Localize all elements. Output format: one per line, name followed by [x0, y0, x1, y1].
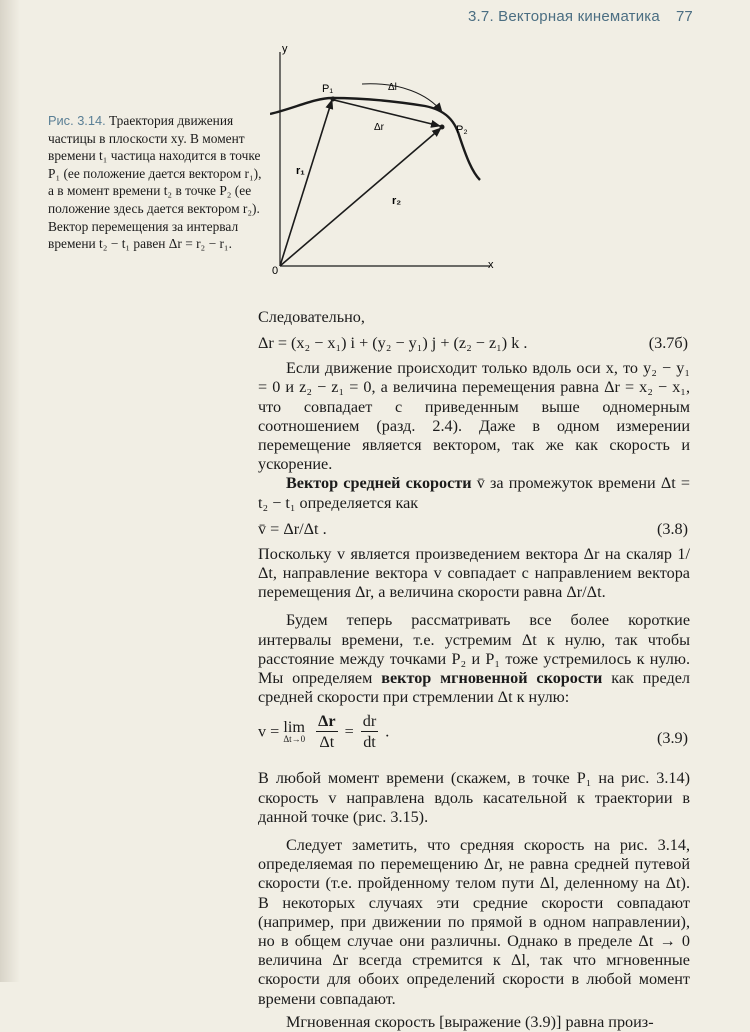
equation-3-7b-text: Δr = (x₂ − x₁) i + (y₂ − y₁) j + (z₂ − z₁) k .	[258, 334, 528, 353]
delta-r-label: Δr	[374, 122, 385, 133]
vector-r2-label: r₂	[392, 195, 402, 207]
paragraph-one-dimension: Если движение происходит только вдоль оси x, то y₂ − y₁ = 0 и z₂ − z₁ = 0, а величина перемещения равна Δr = x₂ − x₁, что совпадает с приведенным выше одномерным соотношением (разд. 2.4). Даже в одном измерении перемещение является вектором, так же как скорость и ускорение.	[258, 359, 690, 474]
figure-caption	[48, 112, 266, 253]
limit-word: lim	[283, 718, 306, 737]
vector-r2	[280, 128, 441, 266]
y-axis-label: y	[282, 43, 288, 55]
paragraph-therefore: Следовательно,	[258, 308, 365, 326]
limit-subscript: Δt→0	[283, 734, 306, 745]
running-header	[0, 6, 750, 28]
page-gutter-shadow	[0, 0, 20, 982]
fraction-dr-dt	[316, 711, 337, 752]
body-text	[258, 308, 690, 1032]
point-p2-label: P₂	[456, 124, 468, 136]
fraction-dr-denominator: Δt	[319, 733, 335, 752]
paragraph-average-velocity-rest: v̄ за промежуток времени Δt = t₂ − t₁ определяется как	[258, 474, 691, 512]
paragraph-limit-b: как предел средней скорости при стремлении Δt к нулю:	[258, 669, 690, 707]
vector-r1-label: r₁	[296, 165, 305, 177]
delta-l-label: Δl	[388, 82, 397, 93]
paragraph-tangent: В любой момент времени (скажем, в точке P₁ на рис. 3.14) скорость v направлена вдоль касательной к траектории в данной точке (рис. 3.15).	[258, 769, 690, 826]
point-p1-dot	[331, 97, 336, 102]
paragraph-path-speed: Следует заметить, что средняя скорость на рис. 3.14, определяемая по перемещению Δr, не равна средней путевой скорости (т.е. пройденному телом пути Δl, деленному на Δt). В некоторых случаях эти средние скорости совпадают (например, при движении по прямой в одном направлении), но в общем случае они различны. Однако в пределе Δt → 0 величина Δr всегда стремится к Δl, так что мгновенные скорости для обоих определений скорости в любой момент времени совпадают.	[258, 836, 690, 1008]
page-number: 77	[676, 8, 693, 25]
caption-text: Траектория движения частицы в плоскости xy. В момент времени t₁ частица находится в точке P₁ (ее положение дается вектором r₁), а в момент времени t₂ в точке P₂ (ее положение здесь дается вектором r₂). Вектор перемещения за интервал времени t₂ − t₁ равен Δr = r₂ − r₁.	[48, 113, 262, 252]
x-axis-label: x	[488, 259, 494, 271]
equation-3-8-text: v̄ = Δr/Δt .	[258, 519, 327, 538]
vector-delta-r	[334, 100, 440, 126]
equation-3-7b	[258, 331, 690, 355]
derivative-denominator: dt	[363, 733, 376, 752]
trajectory-figure	[270, 38, 510, 278]
paragraph-limit	[258, 611, 690, 707]
section-title: 3.7. Векторная кинематика	[468, 8, 660, 25]
equation-3-9-number: (3.9)	[656, 729, 688, 748]
point-p1-label: P₁	[322, 83, 334, 95]
paragraph-direction: Поскольку v является произведением вектора Δr на скаляр 1/Δt, направление вектора v совпадает с направлением вектора перемещения Δr, а величина скорости равна Δr/Δt.	[258, 544, 690, 602]
fraction-derivative	[361, 711, 378, 752]
equation-3-9-lhs: v =	[258, 722, 280, 741]
paragraph-average-velocity	[258, 474, 690, 512]
caption-label: Рис. 3.14.	[48, 113, 106, 128]
term-instantaneous-velocity: вектор мгновенной скорости	[381, 669, 603, 688]
vector-r1	[280, 100, 332, 266]
equation-3-8	[258, 517, 690, 541]
origin-label: 0	[272, 265, 279, 277]
point-p2-dot	[440, 125, 445, 130]
term-average-velocity: Вектор средней скорости	[286, 474, 472, 493]
equation-3-9-period: .	[385, 722, 390, 741]
equation-3-9	[258, 711, 690, 765]
equation-3-7b-number: (3.7б)	[648, 334, 688, 353]
derivative-numerator: dr	[362, 712, 377, 731]
fraction-dr-numerator: Δr	[318, 712, 336, 731]
equation-3-9-equals: =	[344, 722, 354, 741]
equation-3-8-number: (3.8)	[656, 519, 688, 538]
paragraph-limit-a: Будем теперь рассматривать все более короткие интервалы времени, т.е. устремим Δt к нулю, так чтобы расстояние между точками P₂ и P₁ тоже устремилось к нулю. Мы определяем	[258, 611, 690, 688]
limit-operator	[283, 719, 305, 744]
paragraph-continues: Мгновенная скорость [выражение (3.9)] равна произ-	[286, 1012, 654, 1031]
